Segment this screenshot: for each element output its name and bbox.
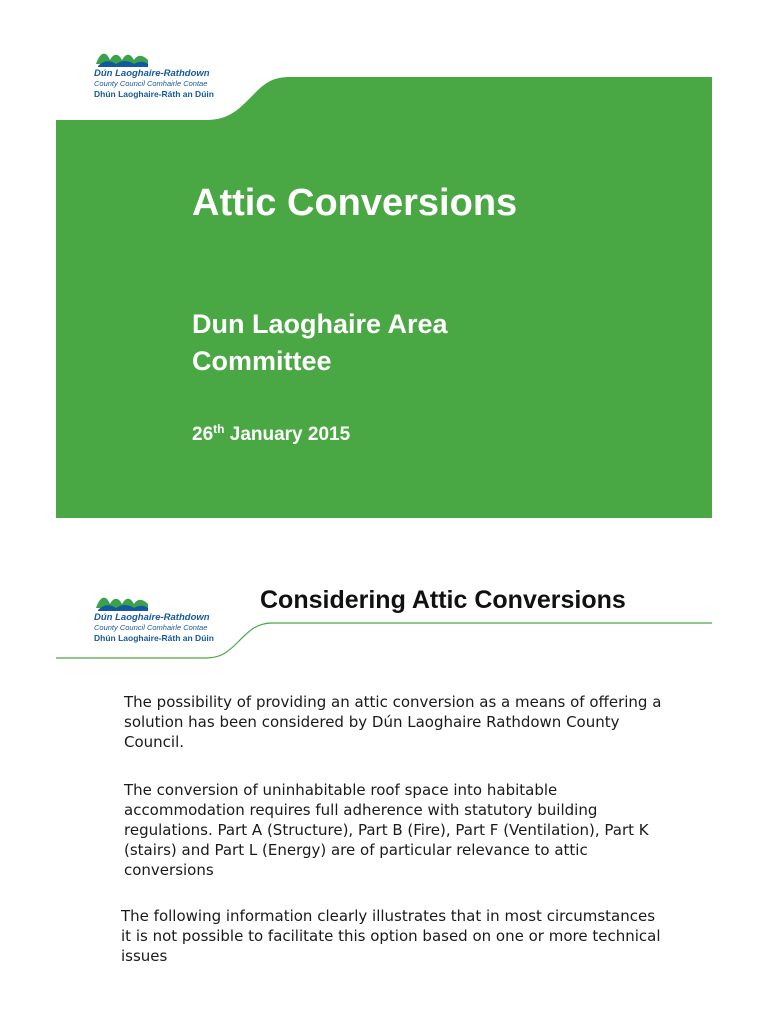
- content-slide: [56, 560, 712, 980]
- logo-line-2: County Council Comhairle Contae: [94, 79, 208, 88]
- council-logo: [94, 46, 244, 106]
- date-suffix: th: [213, 422, 225, 436]
- council-logo: [94, 590, 244, 650]
- logo-line-1: Dún Laoghaire-Rathdown: [94, 612, 210, 623]
- date-month-year: January 2015: [224, 424, 351, 445]
- slide-date: [192, 422, 350, 446]
- slide-heading: Considering Attic Conversions: [260, 586, 626, 614]
- slide-subtitle: Dun Laoghaire Area Committee: [192, 309, 448, 376]
- logo-line-3: Dhún Laoghaire-Ráth an Dúin: [94, 89, 214, 99]
- logo-line-1: Dún Laoghaire-Rathdown: [94, 68, 210, 79]
- wave-logo-icon: [94, 46, 150, 68]
- paragraph: The following information clearly illustrates that in most circumstances it is not possible to facilitate this option based on one or more technical issues: [121, 907, 661, 965]
- logo-line-2: County Council Comhairle Contae: [94, 623, 208, 632]
- logo-line-3: Dhún Laoghaire-Ráth an Dúin: [94, 633, 214, 643]
- paragraph: The conversion of uninhabitable roof space into habitable accommodation requires full adherence with statutory building regulations. Part A (Structure), Part B (Fire), Part F (Ventilation), Part K (stairs) and Part L (Energy) are of particular relevance to attic conversions: [124, 781, 649, 879]
- title-slide: [56, 20, 712, 518]
- date-day: 26: [192, 424, 214, 445]
- wave-logo-icon: [94, 590, 150, 612]
- paragraph: The possibility of providing an attic conversion as a means of offering a solution has been considered by Dún Laoghaire Rathdown County Council.: [124, 693, 662, 751]
- slide-title: Attic Conversions: [192, 182, 518, 224]
